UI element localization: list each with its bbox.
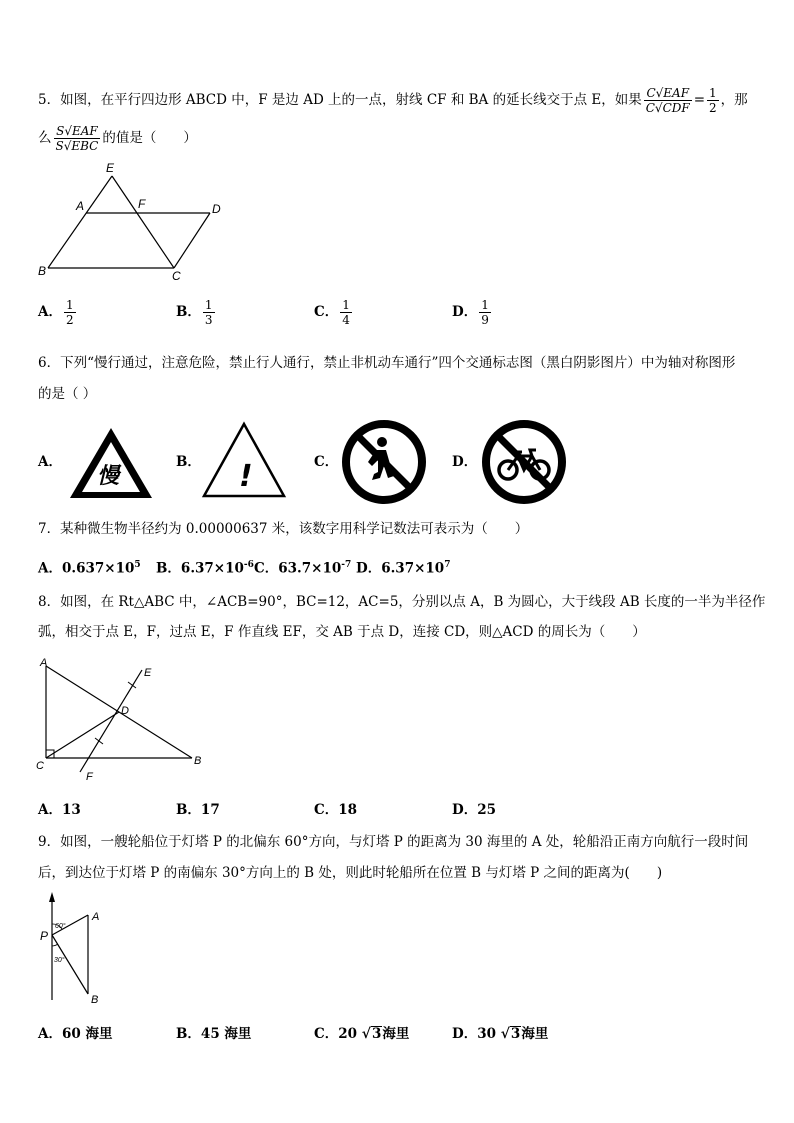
q8-label-f: F [86, 771, 93, 783]
q9-label-b: B [91, 994, 99, 1006]
q8-option-a[interactable]: A．13 [38, 802, 81, 818]
q7-stem: 7．某种微生物半径约为 0.00000637 米，该数字用科学记数法可表示为（ ） [38, 521, 529, 537]
q8-line2: 弧，相交于点 E，F，过点 E，F 作直线 EF，交 AB 于点 D，连接 CD，则△ACD 的周长为（ ） [38, 624, 646, 640]
q9-label-p: P [40, 929, 49, 943]
q6-line1: 6．下列“慢行通过，注意危险，禁止行人通行，禁止非机动车通行”四个交通标志图（黑白阴影图片）中为轴对称图形 [38, 355, 736, 371]
q7-option-b[interactable]: B．$6.37\times 10^{-6}$ [156, 560, 254, 577]
q5-label-f: F [138, 197, 146, 211]
q5-stem-text: 5．如图，在平行四边形 ABCD 中，F 是边 AD 上的一点，射线 CF 和 BA 的延长线交于点 E，如果 [38, 92, 642, 108]
q8-label-e: E [144, 667, 152, 679]
q8-line1: 8．如图，在 Rt△ABC 中，∠ACB=90°，BC=12，AC=5，分别以点 A，B 为圆心，大于线段 AB 长度的一半为半径作 [38, 594, 766, 610]
exclamation-icon: ! [239, 459, 253, 494]
q6-line2: 的是（ ） [38, 386, 97, 402]
q6-danger-sign [200, 420, 288, 500]
q5-line1: 5．如图，在平行四边形 ABCD 中，F 是边 AD 上的一点，射线 CF 和 BA 的延长线交于点 E，如果 $\frac{\text{C√EAF}}{\text{C√CDF}}$ = $\frac{1}{2}$ ，那 [38, 86, 748, 115]
q8-label-b: B [194, 755, 202, 767]
q5-label-b: B [38, 264, 47, 278]
q5-label-d: D [212, 202, 221, 216]
q9-option-c[interactable]: C．20 √3海里 [314, 1026, 410, 1042]
q9-angle-60: 60° [55, 923, 66, 930]
q7-option-c[interactable]: C．$63.7\times 10^{-7}$ [254, 560, 352, 577]
q9-angle-30: 30° [54, 957, 65, 964]
sqrt-icon: √ [500, 1026, 510, 1042]
q5-option-a[interactable]: A． $\frac{1}{2}$ [38, 298, 74, 327]
q9-line1: 9．如图，一艘轮船位于灯塔 P 的北偏东 60°方向，与灯塔 P 的距离为 30 海里的 A 处，轮船沿正南方向航行一段时间 [38, 834, 749, 850]
q6-option-c[interactable]: C． [314, 454, 339, 470]
q8-option-d[interactable]: D．25 [452, 802, 497, 818]
q9-figure [36, 890, 126, 1010]
no-pedestrian-icon [340, 418, 428, 506]
q6-option-a[interactable]: A． [38, 454, 62, 470]
q7-option-d[interactable]: D．$6.37\times 10^7$ [356, 560, 451, 577]
q8-label-c: C [36, 760, 44, 772]
q5-perimeter-ratio: $\frac{\text{C√EAF}}{\text{C√CDF}}$ [645, 86, 690, 115]
q5-option-d[interactable]: D． $\frac{1}{9}$ [452, 298, 489, 327]
q6-option-b[interactable]: B． [176, 454, 201, 470]
q5-label-e: E [106, 161, 115, 175]
q5-label-a: A [76, 199, 85, 213]
q9-option-b[interactable]: B．45 海里 [176, 1026, 252, 1042]
q7-option-a[interactable]: A．$0.637\times 10^5$ [38, 560, 141, 577]
q5-figure [36, 158, 236, 284]
q8-label-d: D [121, 705, 129, 717]
sqrt-icon: √ [361, 1026, 371, 1042]
q9-option-a[interactable]: A．60 海里 [38, 1026, 113, 1042]
q5-option-b[interactable]: B． $\frac{1}{3}$ [176, 298, 213, 327]
q9-label-a: A [92, 911, 100, 923]
q5-half-fraction: $\frac{1}{2}$ [709, 86, 717, 115]
q5-area-ratio: $\frac{\text{S√EAF}}{\text{S√EBC}}$ [55, 124, 99, 153]
no-bicycle-icon [480, 418, 568, 506]
q8-label-a: A [40, 657, 48, 669]
q5-option-c[interactable]: C． $\frac{1}{4}$ [314, 298, 350, 327]
q8-option-c[interactable]: C．18 [314, 802, 358, 818]
q8-option-b[interactable]: B．17 [176, 802, 220, 818]
q6-option-d[interactable]: D． [452, 454, 478, 470]
q6-slow-sign [66, 424, 156, 502]
q5-line2: 么 $\frac{\text{S√EAF}}{\text{S√EBC}}$ 的值是（ ） [38, 124, 197, 153]
q9-line2: 后，到达位于灯塔 P 的南偏东 30°方向上的 B 处，则此时轮船所在位置 B 与灯塔 P 之间的距离为( ) [38, 865, 663, 881]
q6-slow-character: 慢 [97, 464, 120, 489]
q5-label-c: C [172, 269, 181, 283]
q9-option-d[interactable]: D．30 √3海里 [452, 1026, 549, 1042]
q8-figure [34, 656, 214, 786]
